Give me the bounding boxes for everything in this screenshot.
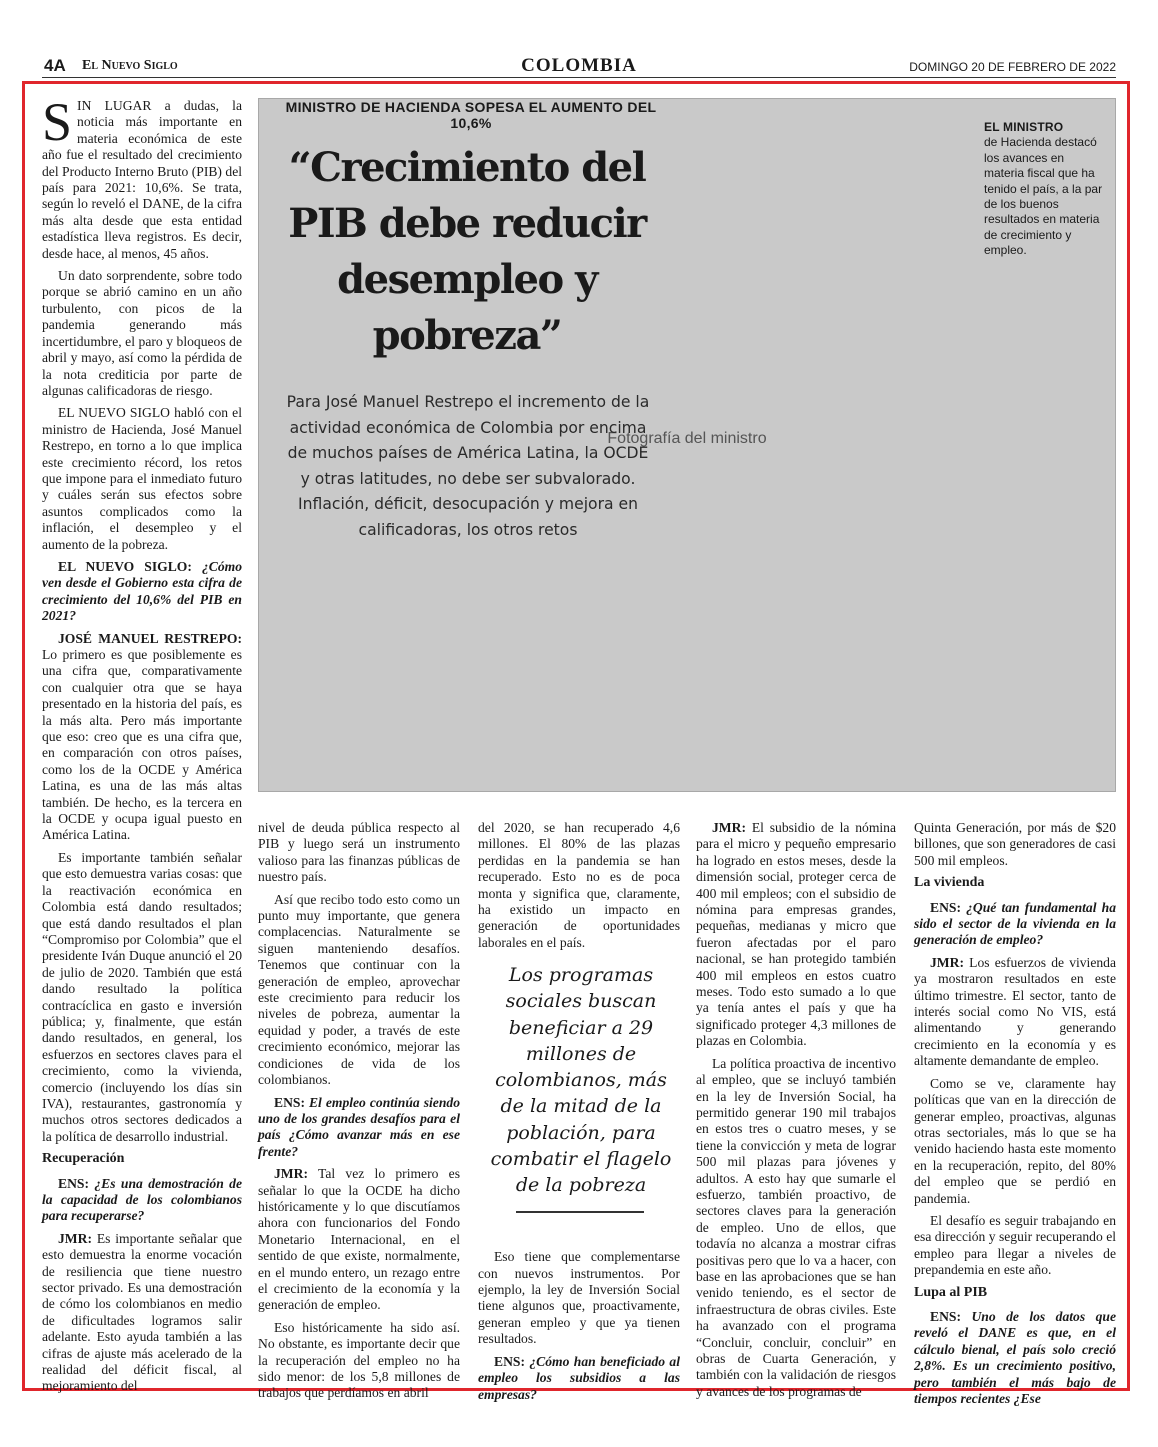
answer-text: Tal vez lo primero es señalar lo que la OCDE ha dicho históricamente y lo que discutíamos ahora con funcionarios del Fondo Monetario Internacional, en el sentido de que existe, normalmente, en el mundo entero, un rezago entre el crecimiento de la economía y la generación de empleo. bbox=[258, 1166, 460, 1313]
paragraph: EL NUEVO SIGLO habló con el ministro de Hacienda, José Manuel Restrepo, en torno a lo que implica este crecimiento récord, los retos que impone para el inmediato futuro y cuáles serán sus efectos sobre asuntos complicados como la inflación, el desempleo y el aumento de la pobreza. bbox=[42, 405, 242, 552]
drop-cap: S bbox=[42, 92, 73, 152]
answer-text: Los esfuerzos de vivienda ya mostraron resultados en este último trimestre. El sector, tanto de interés social como No VIS, está alimentando y generando crecimiento en la economía y es altamente demandante de empleo. bbox=[914, 954, 1116, 1069]
paragraph: Quinta Generación, por más de $20 billones, que son generadores de casi 500 mil empleos. bbox=[914, 820, 1116, 868]
caption-text: de Hacienda destacó los avances en materia fiscal que ha tenido el país, a la par de los buenos resultados en materia de crecimiento y empleo. bbox=[984, 135, 1103, 258]
pull-quote: Los programas sociales buscan beneficiar a 29 millones de colombianos, más de la mitad de la población, para combatir el flagelo de la pobreza bbox=[490, 964, 672, 1197]
question bbox=[42, 1176, 242, 1225]
answer-lead: JMR: bbox=[930, 954, 964, 970]
paragraph: nivel de deuda pública respecto al PIB y luego será un instrumento valioso para las finanzas públicas de nuestro país. bbox=[258, 820, 460, 885]
answer-text: Es importante señalar que esto demuestra la enorme vocación de resiliencia que tiene nuestro sector privado. Es una demostración de cómo los colombianos en medio de dificultades logramos salir adelante. Esto ayuda también a las cifras de ajuste más acelerado de la realidad del déficit fiscal, al mejoramiento del bbox=[42, 1230, 242, 1394]
question-text: ¿Qué tan fundamental ha sido el sector de la vivienda en la generación de empleo? bbox=[914, 899, 1116, 948]
answer bbox=[42, 631, 242, 844]
deck: Para José Manuel Restrepo el incremento de la actividad económica de Colombia por encima de muchos países de América Latina, la OCDE y otras latitudes, no debe ser subvalorado. Inflación, déficit, desocupación y mejora en calificadoras, los otros retos bbox=[286, 393, 650, 539]
question bbox=[914, 900, 1116, 949]
newspaper-name: El Nuevo Siglo bbox=[82, 58, 178, 73]
intro-text: IN LUGAR a dudas, la noticia más importante en materia económica de este año fue el resultado del crecimiento del Producto Interno Bruto (PIB) del país para 2021: 10,6%. Se trata, según lo reveló el DANE, de la cifra más alta desde que esta entidad estadística lleva registros. Es decir, desde hace, al menos, 45 años. bbox=[42, 98, 242, 261]
question bbox=[42, 559, 242, 625]
paragraph: Es importante también señalar que esto demuestra varias cosas: que la reactivación económica en Colombia está dando resultados; que está dando resultados el plan “Compromiso por Colombia” que el presidente Iván Duque anunció el 20 de julio de 2020. También que está dando resultado la política contracíclica en gasto e inversión pública; y, finalmente, que están dando resultados, en general, los esfuerzos en sectores claves para el crecimiento, como la vivienda, comercio (incluyendo los días sin IVA), restaurantes, gastronomía y muchos otros sectores dedicados a la política de desarrollo industrial. bbox=[42, 849, 242, 1144]
caption-lead: EL MINISTRO bbox=[984, 120, 1064, 134]
column-5 bbox=[914, 820, 1116, 1413]
paragraph: Eso tiene que complementarse con nuevos instrumentos. Por ejemplo, la ley de Inversión Social tiene algunos que, proactivamente, generan empleo y que ya tienen resultados. bbox=[478, 1249, 680, 1347]
paragraph: del 2020, se han recuperado 4,6 millones. El 80% de las plazas perdidas en la pandemia se han recuperado. Esto no es de poca monta y significa que, claramente, ha existido un impacto en generación de oportunidades laborales en el país. bbox=[478, 820, 680, 950]
question-lead: ENS: bbox=[930, 1308, 961, 1324]
section-title: COLOMBIA bbox=[521, 55, 637, 76]
column-1 bbox=[42, 92, 242, 1401]
column-2 bbox=[258, 820, 460, 1408]
question-text: ¿Cómo han beneficiado al empleo los subsidios a las empresas? bbox=[478, 1353, 680, 1402]
question-lead: ENS: bbox=[494, 1353, 525, 1369]
answer bbox=[258, 1166, 460, 1314]
answer-text: El subsidio de la nómina para el micro y pequeño empresario ha logrado en estos meses, desde la dimensión social, proteger cerca de 400 mil empleos; con el subsidio de nómina para empresas grandes, pequeñas, medianas y micro que fueron afectadas por el paro nacional, se han protegido también 400 mil empleos en estos cuatro meses. Todo esto sumado a lo que ya tenía antes el país y que ha significado proteger 4,3 millones de plazas en Colombia. bbox=[696, 820, 896, 1049]
header-rule bbox=[42, 77, 1116, 78]
paragraph: Así que recibo todo esto como un punto muy importante, que genera complacencias. Naturalmente se siguen manteniendo desafíos. Tenemos que continuar con la generación de empleo, aprovechar este crecimiento para reducir los niveles de pobreza, aumentar la equidad y poder, a través de este crecimiento económico, mejorar las condiciones de vida de los colombianos. bbox=[258, 891, 460, 1088]
answer-lead: JMR: bbox=[58, 1230, 92, 1246]
answer-text: Lo primero es que posiblemente es una cifra que, comparativamente con cualquier otra que se haya presentado en la historia del país, es la más alta. Pero más importante que eso: creo que es una cifra que, en comparación con otros países, como los de la OCDE y América Latina, es una de las más altas también. De hecho, es la tercera en la OCDE y ocupa igual puesto en América Latina. bbox=[42, 647, 242, 843]
paragraph: El desafío es seguir trabajando en esa dirección y seguir recuperando el empleo para llegar a niveles de prepandemia en este año. bbox=[914, 1212, 1116, 1278]
question bbox=[914, 1309, 1116, 1407]
paragraph: Un dato sorprendente, sobre todo porque se abrió camino en un año turbulento, con picos de la pandemia generando más incertidumbre, el paro y bloqueos de abril y mayo, así como la pérdida de la nota crediticia por parte de algunas calificadoras de riesgo. bbox=[42, 268, 242, 398]
subheading: Lupa al PIB bbox=[914, 1284, 988, 1300]
answer-lead: JMR: bbox=[712, 820, 746, 835]
question-text: Uno de los datos que reveló el DANE es que, en el cálculo bienal, el país solo creció 2,8%. Es un crecimiento positivo, pero también el más bajo de tiempos recientes ¿Ese bbox=[914, 1308, 1116, 1406]
issue-date: DOMINGO 20 DE FEBRERO DE 2022 bbox=[909, 60, 1116, 74]
page-number: 4A bbox=[44, 56, 66, 75]
kicker: MINISTRO DE HACIENDA SOPESA EL AUMENTO DEL 10,6% bbox=[285, 99, 657, 131]
question-text: ¿Cómo ven desde el Gobierno esta cifra de crecimiento del 10,6% del PIB en 2021? bbox=[42, 558, 242, 624]
answer-lead: JOSÉ MANUEL RESTREPO: bbox=[58, 630, 242, 646]
answer bbox=[42, 1231, 242, 1395]
column-4 bbox=[696, 820, 896, 1406]
pull-quote-rule bbox=[516, 1211, 644, 1213]
question-text: ¿Es una demostración de la capacidad de los colombianos para recuperarse? bbox=[42, 1175, 242, 1224]
photo-caption bbox=[984, 120, 1104, 259]
answer-lead: JMR: bbox=[274, 1166, 308, 1182]
headline: “Crecimiento del PIB debe reducir desempleo y pobreza” bbox=[288, 144, 646, 359]
paragraph: Como se ve, claramente hay políticas que van en la dirección de generar empleo, proactivas, algunas otras sectoriales, más lo que se ha venido haciendo hasta este momento en la recuperación, repito, del 80% del empleo que se perdió en pandemia. bbox=[914, 1075, 1116, 1206]
question bbox=[258, 1095, 460, 1161]
subheading: La vivienda bbox=[914, 875, 985, 891]
paragraph: La política proactiva de incentivo al empleo, que se incluyó también en la ley de Inversión Social, ha permitido generar 190 mil trabajos en estos tres o cuatro meses, y se tiene la convicción y meta de lograr 500 mil plazas para jóvenes y adultos. A esto hay que sumarle el esfuerzo, también proactivo, de sectores claves para la generación de empleo. Uno de ellos, que todavía no alcanza a mostrar cifras positivas pero que lo va a hacer, con base en las aprobaciones que se han venido teniendo, es el sector de infraestructura de obras civiles. Este ha avanzado con el programa “Concluir, concluir, concluir” en obras de Cuarta Generación, y también con la validación de riesgos y avances de los programas de bbox=[696, 1055, 896, 1399]
question-lead: ENS: bbox=[930, 899, 961, 915]
question-lead: EL NUEVO SIGLO: bbox=[58, 558, 192, 574]
paragraph: Eso históricamente ha sido así. No obstante, es importante decir que la recuperación del empleo no ha sido menor: de los 5,8 millones de trabajos que perdíamos en abril bbox=[258, 1319, 460, 1401]
question-lead: ENS: bbox=[274, 1094, 305, 1110]
question-lead: ENS: bbox=[58, 1175, 89, 1191]
question-text: El empleo continúa siendo uno de los grandes desafíos para el país ¿Cómo avanzar más en ese frente? bbox=[258, 1094, 460, 1159]
question bbox=[478, 1354, 680, 1403]
intro-paragraph bbox=[42, 92, 242, 262]
answer bbox=[696, 820, 896, 1050]
answer bbox=[914, 955, 1116, 1070]
subheading: Recuperación bbox=[42, 1151, 125, 1167]
photo-placeholder-label: Fotografía del ministro bbox=[607, 430, 767, 447]
